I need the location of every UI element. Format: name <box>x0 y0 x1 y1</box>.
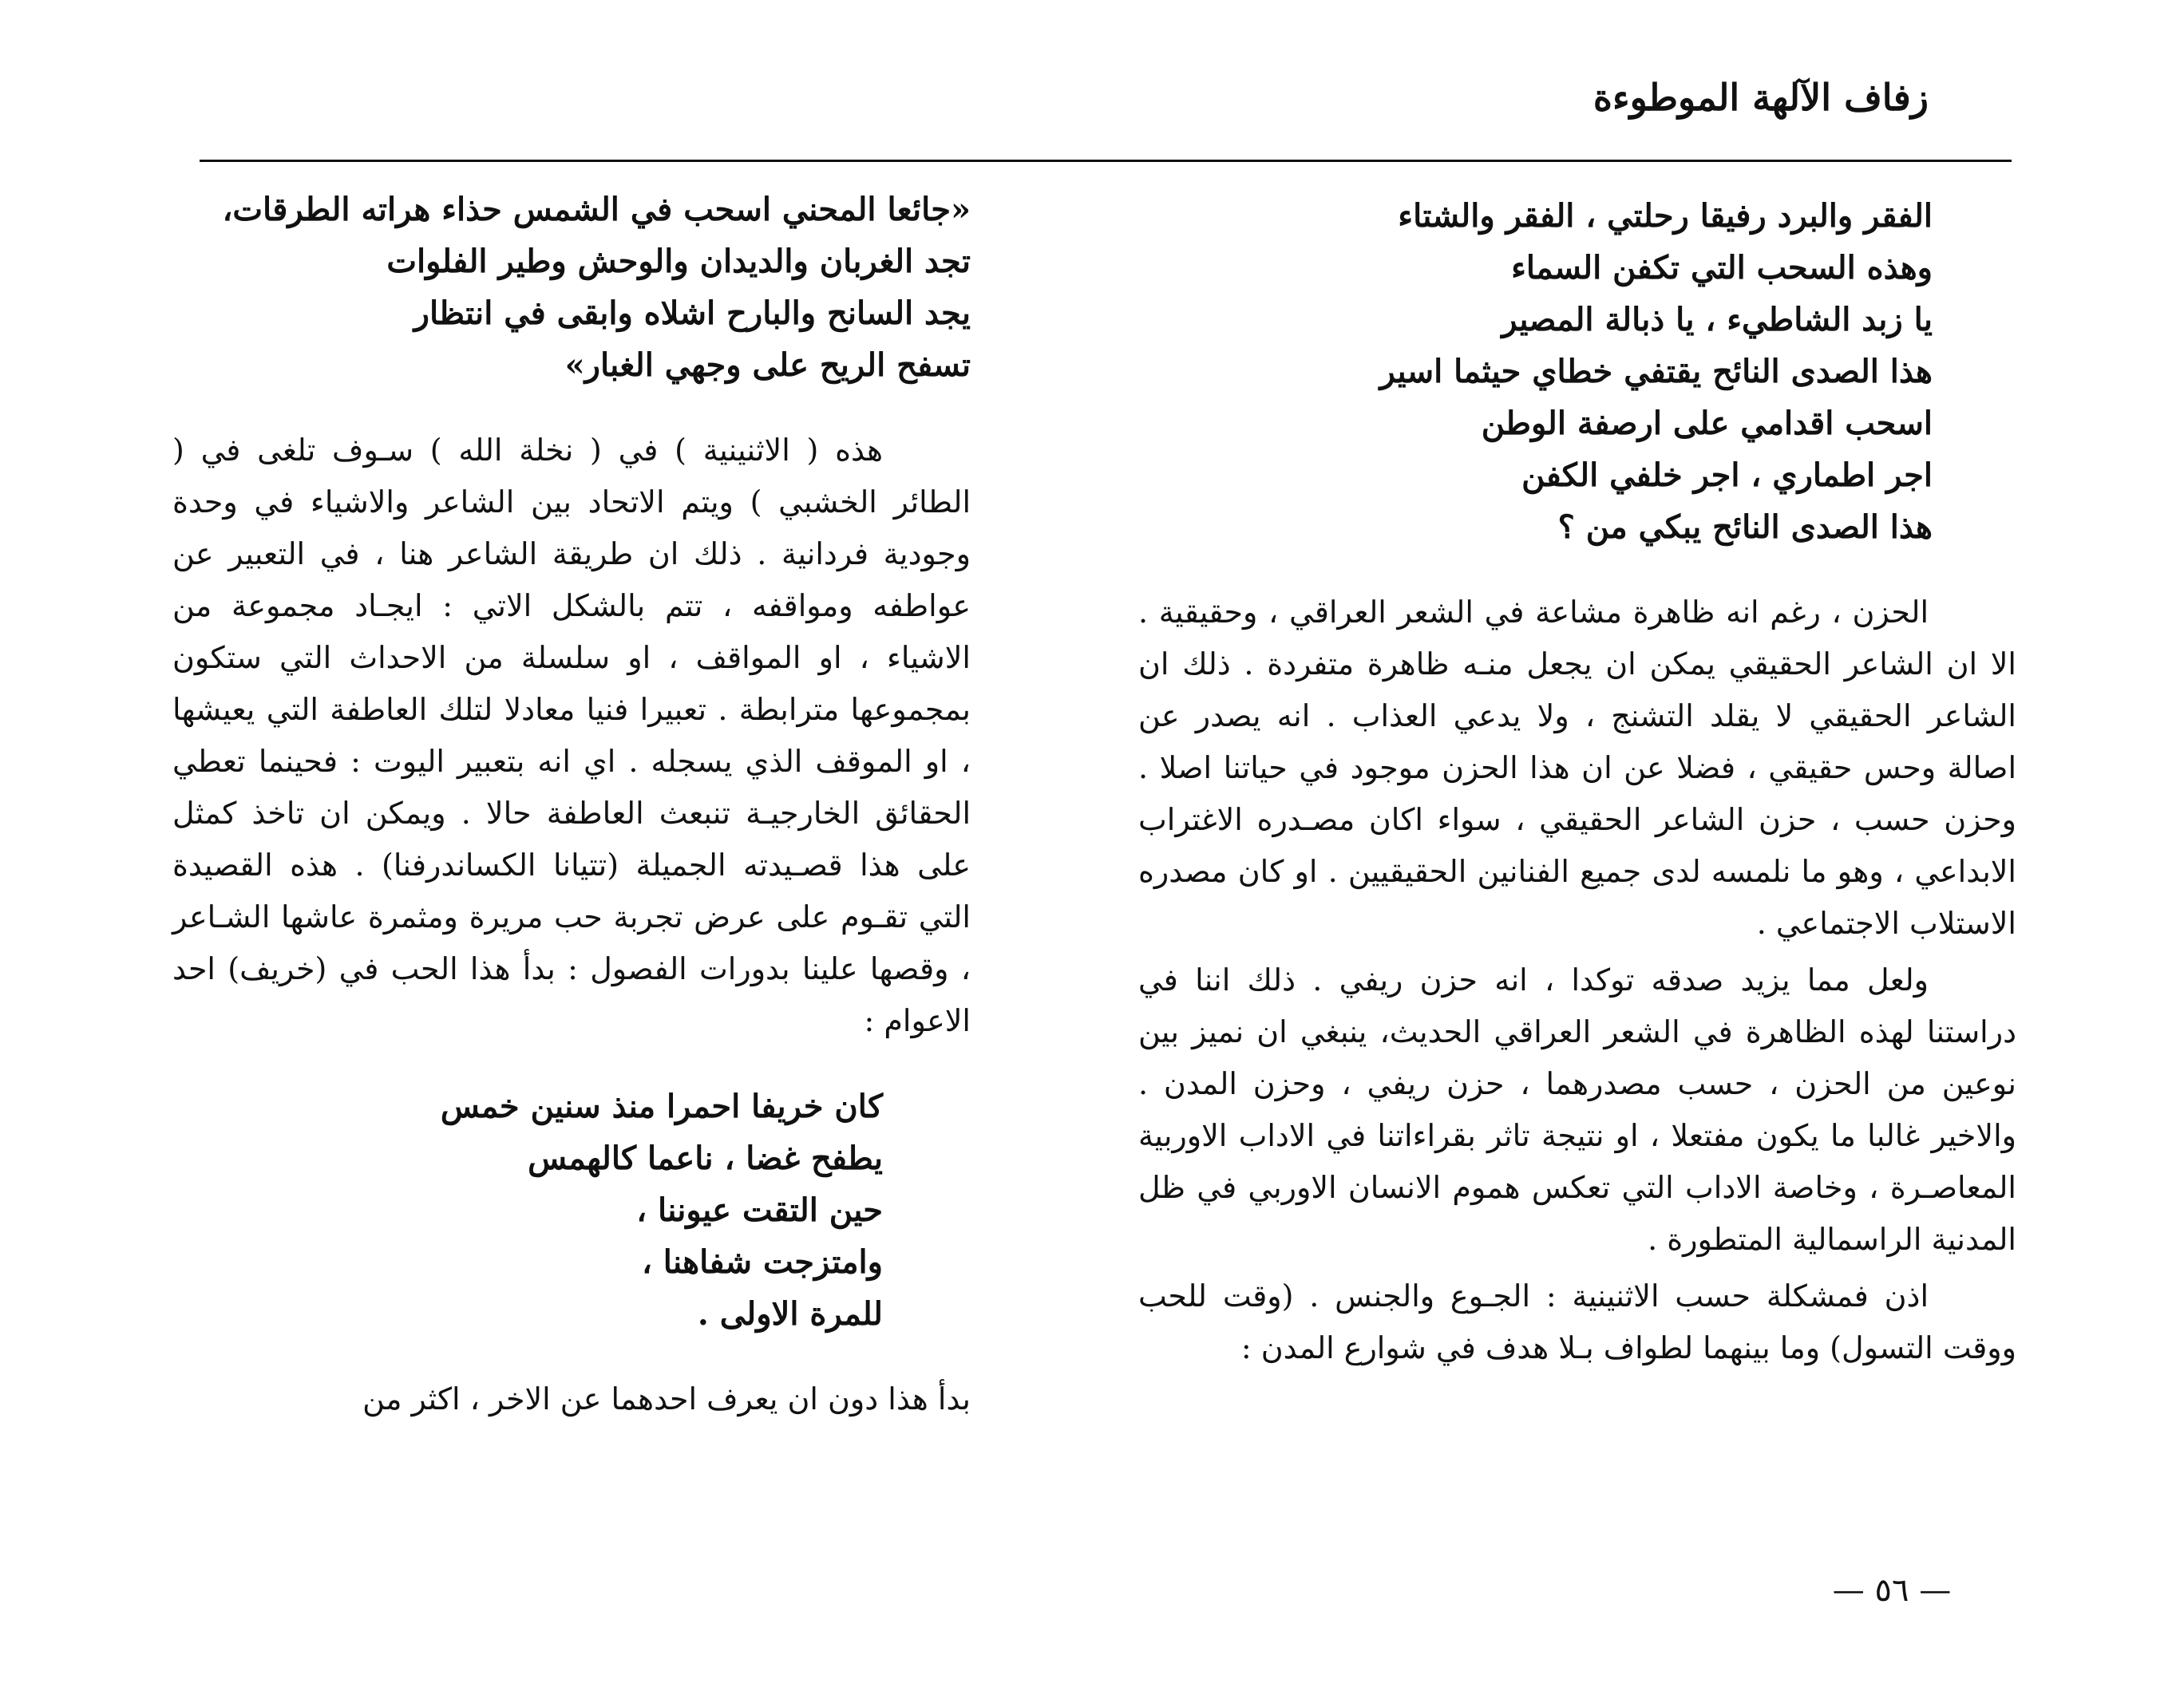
right-paragraph-3: اذن فمشكلة حسب الاثنينية : الجـوع والجنس . (وقت للحب ووقت التسول) وما بينهما لطواف بـلا هدف في شوارع المدن : <box>1138 1278 2016 1365</box>
verse-line: يطفح غضا ، ناعما كالهمس <box>528 1140 883 1177</box>
right-paragraph-2: ولعل مما يزيد صدقه توكدا ، انه حزن ريفي . ذلك اننا في دراستنا لهذه الظاهرة في الشعر العراقي الحديث، ينبغي ان نميز بين نوعين من الحزن ، حسب مصدرهما ، حزن ريفي ، وحزن المدن . والاخير غالبا ما يكون مفتعلا ، او نتيجة تاثر بقراءاتنا في الاداب الاوربية المعاصـرة ، وخاصة الاداب التي تعكس هموم الانسان الاوربي في ظل المدنية الراسمالية المتطورة . <box>1138 962 2016 1257</box>
right-column <box>1138 190 2016 1374</box>
header-rule <box>200 160 2012 162</box>
verse-line: «جائعا المحني اسحب في الشمس حذاء هراته الطرقات، <box>222 191 971 228</box>
page-number: — ٥٦ — <box>1832 1572 1952 1609</box>
verse-line: للمرة الاولى . <box>697 1295 883 1333</box>
verse-line: وهذه السحب التي تكفن السماء <box>1511 249 1933 286</box>
left-verse-top <box>172 184 971 391</box>
verse-line: يجد السانح والبارح اشلاه وابقى في انتظار <box>413 294 971 332</box>
verse-line: الفقر والبرد رفيقا رحلتي ، الفقر والشتاء <box>1398 197 1933 235</box>
verse-line: يا زبد الشاطيء ، يا ذبالة المصير <box>1502 301 1933 338</box>
left-paragraph-main: هذه ( الاثنينية ) في ( نخلة الله ) سـوف تلغى في ( الطائر الخشبي ) ويتم الاتحاد بين الشاعر والاشياء في وحدة وجودية فردانية . ذلك ان طريقة الشاعر هنا ، في التعبير عن عواطفه ومواقفه ، تتم بالشكل الاتي : ايجـاد مجموعة من الاشياء ، او المواقف ، او سلسلة من الاحداث التي ستكون بمجموعها مترابطة . تعبيرا فنيا معادلا لتلك العاطفة التي يعيشها ، او الموقف الذي يسجله . اي انه بتعبير اليوت : فحينما تعطي الحقائق الخارجيـة تنبعث العاطفة حالا . ويمكن ان تاخذ كمثل على هذا قصـيدته الجميلة (تتيانا الكساندرفنا) . هذه القصيدة التي تقـوم على عرض تجربة حب مريرة ومثمرة عاشها الشـاعر ، وقصها علينا بدورات الفصول : بدأ هذا الحب في (خريف) احد الاعوام : <box>172 433 971 1038</box>
verse-line: اجر اطماري ، اجر خلفي الكفن <box>1521 456 1933 494</box>
verse-line: حين التقت عيوننا ، <box>636 1191 883 1229</box>
verse-line: وامتزجت شفاهنا ، <box>641 1243 883 1281</box>
running-head: زفاف الآلهة الموطوءة <box>1592 76 1929 119</box>
verse-line: تجد الغربان والديدان والوحش وطير الفلوات <box>386 243 971 280</box>
verse-line: هذا الصدى النائح يبكي من ؟ <box>1557 508 1933 546</box>
verse-line: كان خريفا احمرا منذ سنين خمس <box>440 1088 883 1125</box>
left-paragraph-end: بدأ هذا دون ان يعرف احدهما عن الاخر ، اكثر من <box>362 1381 971 1416</box>
verse-line: اسحب اقدامي على ارصفة الوطن <box>1481 405 1933 442</box>
left-verse-mid <box>172 1081 883 1340</box>
left-column <box>172 168 971 1425</box>
right-paragraph-1: الحزن ، رغم انه ظاهرة مشاعة في الشعر العراقي ، وحقيقية . الا ان الشاعر الحقيقي يمكن ان يجعل منـه ظاهرة متفردة . ذلك ان الشاعر الحقيقي لا يقلد التشنج ، ولا يدعي العذاب . انه يصدر عن اصالة وحس حقيقي ، فضلا عن ان هذا الحزن موجود في حياتنا اصلا . وحزن حسب ، حزن الشاعر الحقيقي ، سواء اكان مصـدره الاغتراب الابداعي ، وهو ما نلمسه لدى جميع الفنانين الحقيقيين . او كان مصدره الاستلاب الاجتماعي . <box>1138 595 2016 941</box>
verse-line: تسفح الريح على وجهي الغبار» <box>564 346 971 384</box>
verse-line: هذا الصدى النائح يقتفي خطاي حيثما اسير <box>1379 353 1933 390</box>
right-verse <box>1138 190 1933 553</box>
